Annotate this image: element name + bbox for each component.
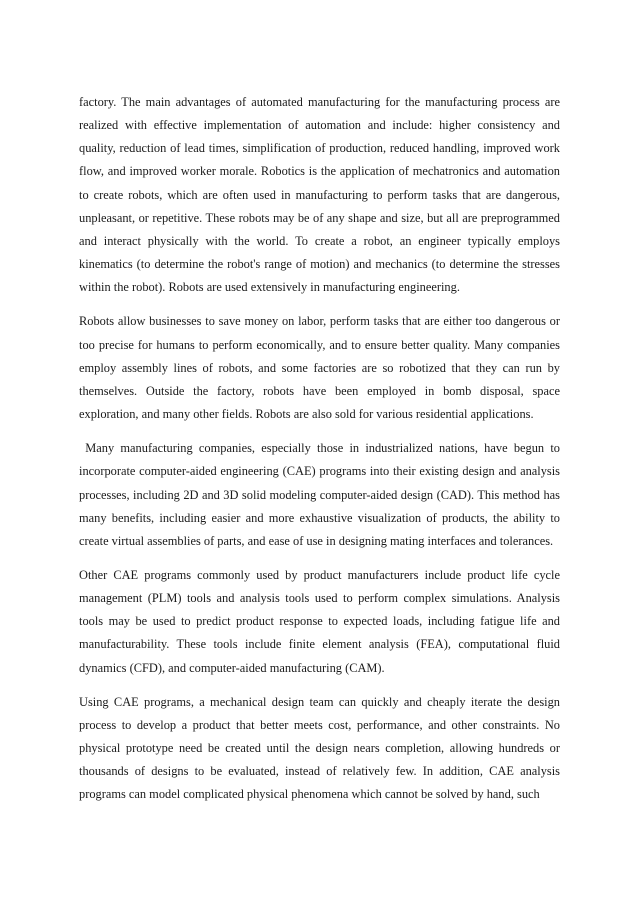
document-body [79,91,564,818]
paragraph-cae-adoption: Many manufacturing companies, especially those in industrialized nations, have begun to incorporate computer-aided engineering (CAE) programs into their existing design and analysis processes, including 2D and 3D solid modeling computer-aided design (CAD). This method has many benefits, including easier and more exhaustive visualization of products, the ability to create virtual assemblies of parts, and ease of use in designing mating interfaces and tolerances. [79,441,564,548]
paragraph-automation-robotics: factory. The main advantages of automated manufacturing for the manufacturing process are realized with effective implementation of automation and include: higher consistency and quality, reduction of lead times, simplification of production, reduced handling, improved work flow, and improved worker morale. Robotics is the application of mechatronics and automation to create robots, which are often used in manufacturing to perform tasks that are dangerous, unpleasant, or repetitive. These robots may be of any shape and size, but all are preprogrammed and interact physically with the world. To create a robot, an engineer typically employs kinematics (to determine the robot's range of motion) and mechanics (to determine the stresses within the robot). Robots are used extensively in manufacturing engineering. [79,95,560,295]
paragraph-cae-iteration: Using CAE programs, a mechanical design team can quickly and cheaply iterate the design process to develop a product that better meets cost, performance, and other constraints. No physical prototype need be created until the design nears completion, allowing hundreds or thousands of designs to be evaluated, instead of relatively few. In addition, CAE analysis programs can model complicated physical phenomena which cannot be solved by hand, such [79,694,560,802]
paragraph-robot-benefits: Robots allow businesses to save money on labor, perform tasks that are either too dangerous or too precise for humans to perform economically, and to ensure better quality. Many companies employ assembly lines of robots, and some factories are so robotized that they can run by themselves. Outside the factory, robots have been employed in bomb disposal, space exploration, and many other fields. Robots are also sold for various residential applications. [79,314,560,422]
paragraph-other-cae-programs: Other CAE programs commonly used by product manufacturers include product life cycle management (PLM) tools and analysis tools used to perform complex simulations. Analysis tools may be used to predict product response to expected loads, including fatigue life and manufacturability. These tools include finite element analysis (FEA), computational fluid dynamics (CFD), and computer-aided manufacturing (CAM). [79,567,560,675]
